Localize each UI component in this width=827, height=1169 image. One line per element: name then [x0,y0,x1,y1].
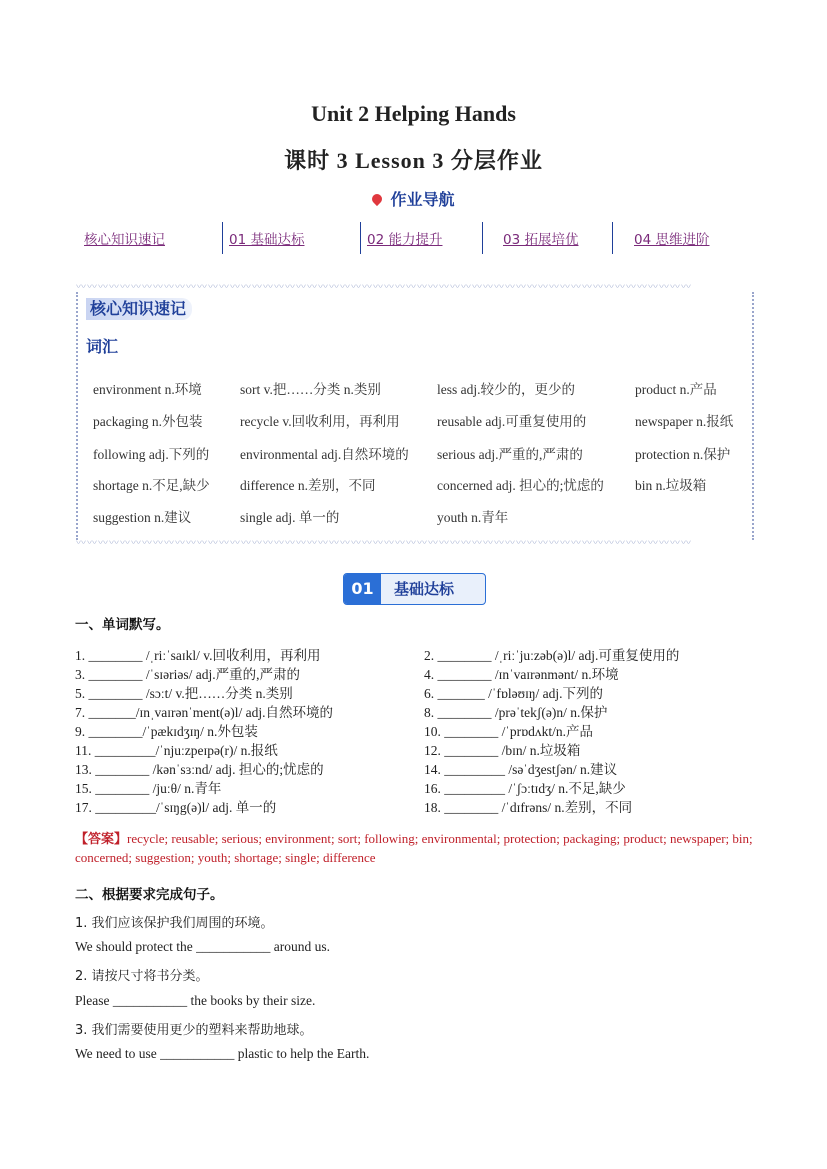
nav-heading-text: 作业导航 [390,190,455,209]
badge-label: 基础达标 [394,580,455,598]
sentence-english: We need to use ___________ plastic to help the Earth. [75,1046,370,1061]
sentence-chinese: 3. 我们需要使用更少的塑料来帮助地球。 [75,1023,313,1038]
nav-link-04[interactable]: 04 思维进阶 [634,232,710,248]
question-item: 9. ________/ˈpækɪdʒɪŋ/ n.外包装 [75,724,258,739]
question-item: 13. ________ /kənˈsɜːnd/ adj. 担心的;忧虑的 [75,762,324,777]
vocab-item: bin n.垃圾箱 [635,478,707,493]
core-knowledge-box [76,284,757,548]
question-item: 8. ________ /prəˈtekʃ(ə)n/ n.保护 [424,705,608,720]
vocab-item: difference n.差别，不同 [240,478,376,493]
nav-divider [360,222,361,254]
answer-text: recycle; reusable; serious; environment; sort; following; environmental; protection; packaging; product; newspaper; bin; concerned; suggestion; youth; shortage; single; difference [75,831,753,865]
question-item: 15. ________ /juːθ/ n.青年 [75,781,222,796]
section2-title: 二、根据要求完成句子。 [75,887,224,903]
vocab-item: serious adj.严重的,严肃的 [437,447,583,462]
vocab-item: reusable adj.可重复使用的 [437,414,587,429]
vocab-item: less adj.较少的，更少的 [437,382,575,397]
nav-divider [222,222,223,254]
vocab-item: single adj. 单一的 [240,510,340,525]
knowledge-title: 核心知识速记 [86,298,192,320]
answer-block [75,830,755,867]
question-item: 18. ________ /ˈdɪfrəns/ n.差别，不同 [424,800,633,815]
vocab-item: environmental adj.自然环境的 [240,447,409,462]
question-item: 5. ________ /sɔːt/ v.把……分类 n.类别 [75,686,293,701]
nav-link-01[interactable]: 01 基础达标 [229,232,305,248]
question-item: 1. ________ /ˌriːˈsaɪkl/ v.回收利用，再利用 [75,648,321,663]
homework-nav [72,222,752,254]
question-item: 12. ________ /bɪn/ n.垃圾箱 [424,743,581,758]
section1-title: 一、单词默写。 [75,617,170,633]
vocab-item: sort v.把……分类 n.类别 [240,382,381,397]
question-item: 4. ________ /ɪnˈvaɪrənmənt/ n.环境 [424,667,619,682]
nav-heading [0,187,827,210]
nav-divider [482,222,483,254]
box-border-left [76,292,81,540]
nav-divider [612,222,613,254]
vocab-item: packaging n.外包装 [93,414,203,429]
box-border-top: 〰〰〰〰〰〰〰〰〰〰〰〰〰〰〰〰〰〰〰〰〰〰〰〰〰〰〰〰〰〰〰〰〰〰〰〰〰〰〰〰〰〰〰〰〰〰〰〰〰〰〰〰〰〰〰〰 [76,284,692,292]
question-item: 10. ________ /ˈprɒdʌkt/n.产品 [424,724,594,739]
vocab-item: product n.产品 [635,382,717,397]
vocab-item: concerned adj. 担心的;忧虑的 [437,478,604,493]
box-border-right [752,292,757,540]
section-badge-01 [343,573,486,605]
nav-link-core[interactable]: 核心知识速记 [84,232,165,248]
nav-link-03[interactable]: 03 拓展培优 [503,232,579,248]
vocab-item: environment n.环境 [93,382,202,397]
sentence-english: Please ___________ the books by their size. [75,993,316,1008]
vocab-title: 词汇 [86,337,119,356]
question-item: 16. _________ /ˈʃɔːtɪdʒ/ n.不足,缺少 [424,781,626,796]
question-item: 17. _________/ˈsɪŋg(ə)l/ adj. 单一的 [75,800,277,815]
question-item: 2. ________ /ˌriːˈjuːzəb(ə)l/ adj.可重复使用的 [424,648,680,663]
vocab-item: suggestion n.建议 [93,510,192,525]
sentence-english: We should protect the ___________ around us. [75,939,330,954]
nav-link-02[interactable]: 02 能力提升 [367,232,443,248]
vocab-item: protection n.保护 [635,447,731,462]
question-item: 7. _______/ɪnˌvaɪrənˈment(ə)l/ adj.自然环境的 [75,705,333,720]
vocab-item: recycle v.回收利用，再利用 [240,414,400,429]
vocab-item: newspaper n.报纸 [635,414,734,429]
vocab-item: shortage n.不足,缺少 [93,478,210,493]
sentence-chinese: 2. 请按尺寸将书分类。 [75,969,209,984]
location-pin-icon [370,192,384,206]
question-item: 6. _______ /ˈfɒləʊɪŋ/ adj.下列的 [424,686,604,701]
question-item: 3. ________ /ˈsɪəriəs/ adj.严重的,严肃的 [75,667,300,682]
question-item: 14. _________ /səˈdʒestʃən/ n.建议 [424,762,618,777]
answer-tag: 【答案】 [75,832,128,847]
page-subtitle: 课时 3 Lesson 3 分层作业 [284,148,543,173]
badge-number: 01 [344,574,381,604]
question-item: 11. _________/ˈnjuːzpeɪpə(r)/ n.报纸 [75,743,278,758]
sentence-chinese: 1. 我们应该保护我们周围的环境。 [75,916,274,931]
page-title: Unit 2 Helping Hands [311,101,516,126]
box-border-bottom: 〰〰〰〰〰〰〰〰〰〰〰〰〰〰〰〰〰〰〰〰〰〰〰〰〰〰〰〰〰〰〰〰〰〰〰〰〰〰〰〰〰〰〰〰〰〰〰〰〰〰〰〰〰〰〰〰 [76,540,692,548]
vocab-item: following adj.下列的 [93,447,210,462]
vocab-item: youth n.青年 [437,510,509,525]
